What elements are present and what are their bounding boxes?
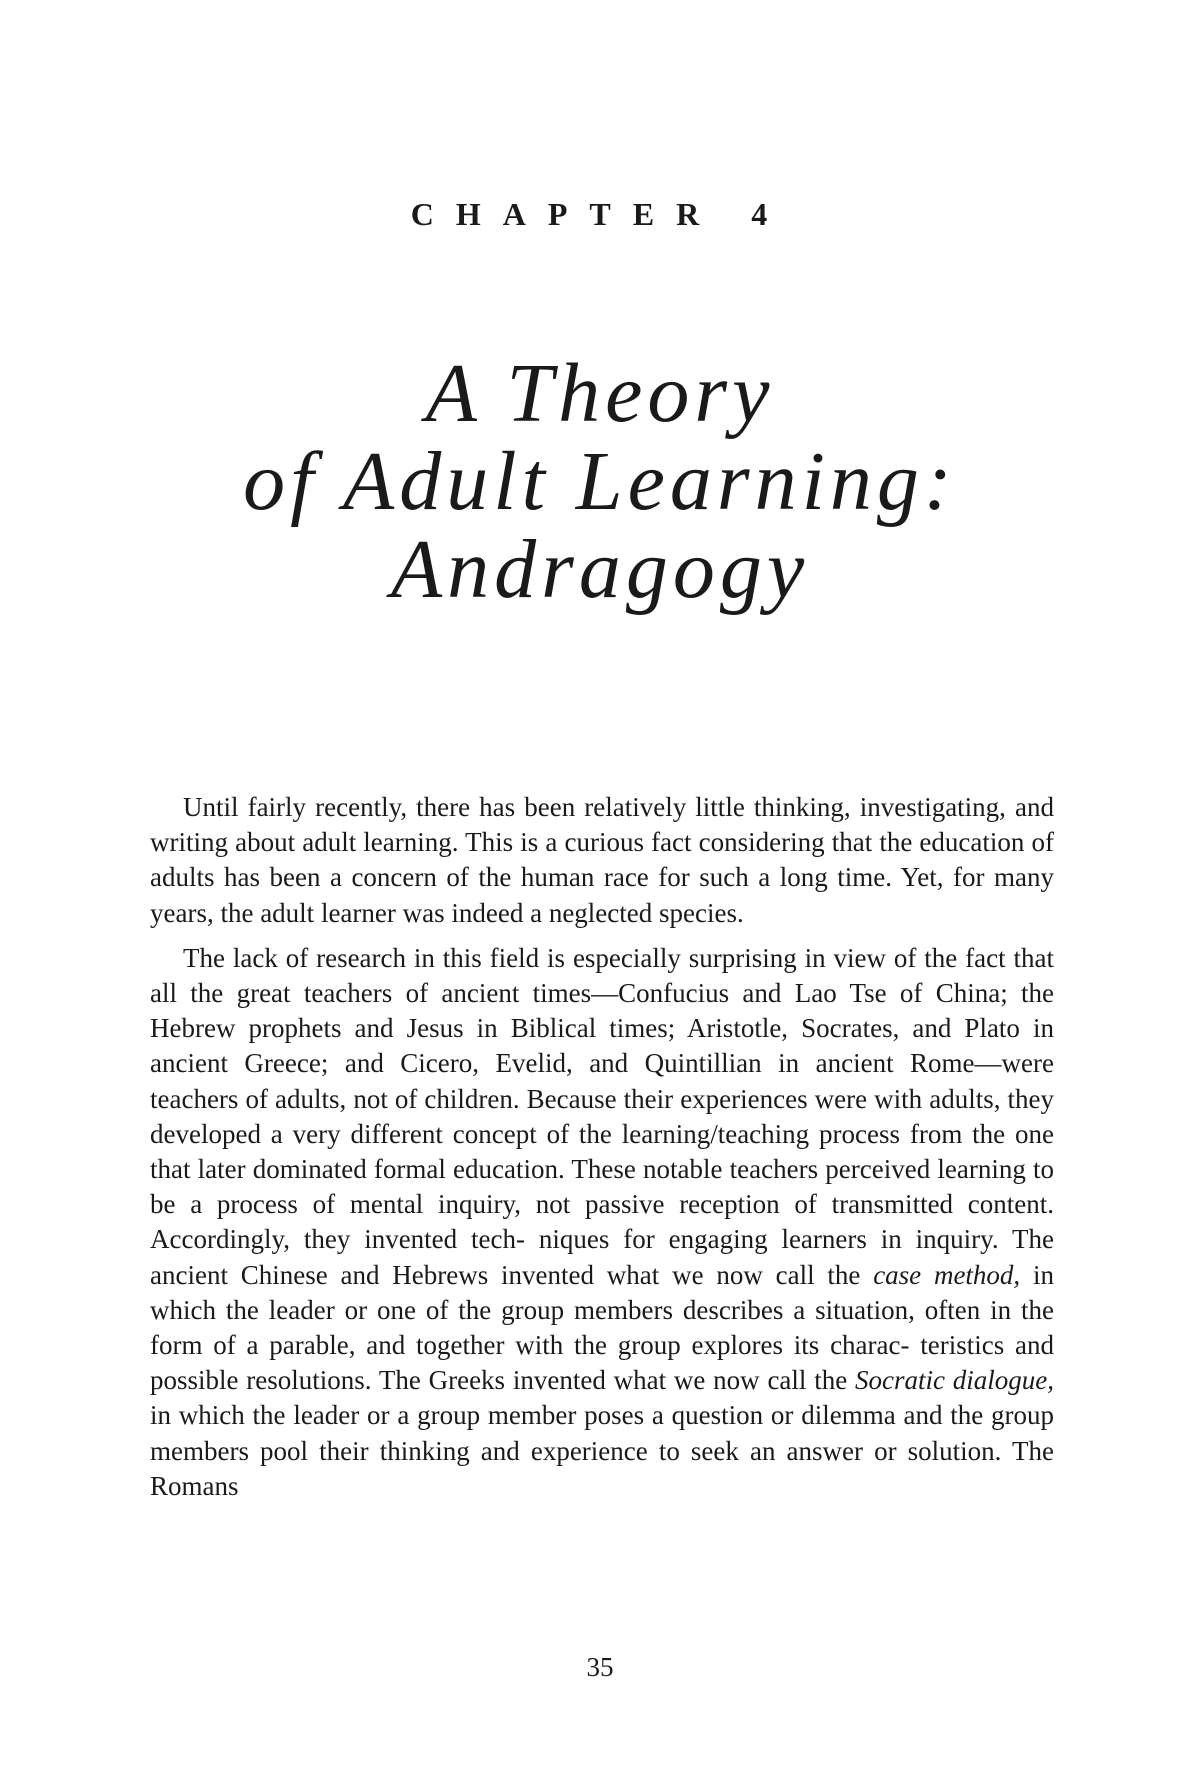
chapter-title-line-1: A Theory	[425, 347, 775, 440]
chapter-title-line-3: Andragogy	[390, 523, 810, 616]
body-text	[150, 790, 1054, 1514]
paragraph-2-part-2: in which the leader or one of the group members describes a situation, often in the form of a parable, and together with the group explores its charac- teristics and possible resolutions. The Greeks invented what we now call the	[150, 1259, 1054, 1396]
chapter-label: CHAPTER 4	[410, 196, 790, 232]
paragraph-2-part-1: The lack of research in this field is especially surprising in view of the fact that all the great teachers of ancient times—Confucius and Lao Tse of China; the Hebrew prophets and Jesus in Biblical times; Aristotle, Socrates, and Plato in ancient Greece; and Cicero, Evelid, and Quintillian in ancient Rome—were teachers of adults, not of children. Because their experiences were with adults, they developed a very different concept of the learning/teaching process from the one that later dominated formal education. These notable teachers perceived learning to be a process of mental inquiry, not passive reception of transmitted content. Accordingly, they invented tech- niques for engaging learners in inquiry. The ancient Chinese and Hebrews invented what we now call the	[150, 942, 1054, 1290]
case-method-term: case method,	[873, 1259, 1021, 1290]
paragraph-2-part-3: in which the leader or a group member poses a question or dilemma and the group members pool their thinking and experience to seek an answer or solution. The Romans	[150, 1400, 1054, 1501]
chapter-title-line-2: of Adult Learning:	[243, 435, 957, 528]
socratic-dialogue-term: Socratic dialogue,	[855, 1365, 1055, 1396]
paragraph-2	[150, 941, 1054, 1504]
chapter-title	[0, 347, 1200, 616]
page-number: 35	[586, 1652, 614, 1682]
paragraph-1: Until fairly recently, there has been relatively little thinking, investigating, and writing about adult learning. This is a curious fact considering that the education of adults has been a concern of the human race for such a long time. Yet, for many years, the adult learner was indeed a neglected species.	[150, 792, 1054, 928]
